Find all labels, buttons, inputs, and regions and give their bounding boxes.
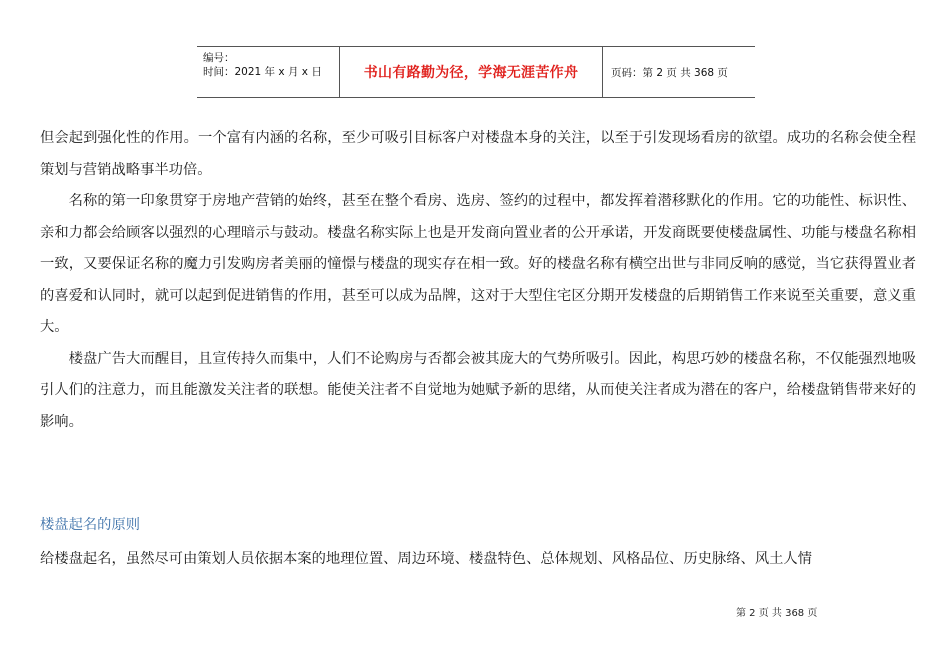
header-motto: 书山有路勤为径，学海无涯苦作舟 <box>340 47 603 97</box>
header-meta-cell <box>197 47 340 97</box>
document-body <box>40 123 916 438</box>
paragraph-3: 楼盘广告大而醒目，且宣传持久而集中，人们不论购房与否都会被其庞大的气势所吸引。因此，构思巧妙的楼盘名称，不仅能强烈地吸引人们的注意力，而且能激发关注者的联想。能使关注者不自觉地为她赋予新的思绪，从而使关注者成为潜在的客户，给楼盘销售带来好的影响。 <box>40 350 916 430</box>
number-label: 编号： <box>203 52 235 64</box>
document-header <box>197 46 755 98</box>
section-heading: 楼盘起名的原则 <box>40 517 141 533</box>
paragraph-4: 给楼盘起名，虽然尽可由策划人员依据本案的地理位置、周边环境、楼盘特色、总体规划、风格品位、历史脉络、风土人情 <box>40 551 813 567</box>
paragraph-2: 名称的第一印象贯穿于房地产营销的始终，甚至在整个看房、选房、签约的过程中，都发挥着潜移默化的作用。它的功能性、标识性、亲和力都会给顾客以强烈的心理暗示与鼓动。楼盘名称实际上也是开发商向置业者的公开承诺，开发商既要使楼盘属性、功能与楼盘名称相一致，又要保证名称的魔力引发购房者美丽的憧憬与楼盘的现实存在相一致。好的楼盘名称有横空出世与非同反响的感觉，当它获得置业者的喜爱和认同时，就可以起到促进销售的作用，甚至可以成为品牌，这对于大型住宅区分期开发楼盘的后期销售工作来说至关重要，意义重大。 <box>40 193 916 335</box>
header-page-label: 页码：第 2 页 共 368 页 <box>611 66 728 79</box>
page-footer: 第 2 页 共 368 页 <box>736 608 818 619</box>
paragraph-1: 但会起到强化性的作用。一个富有内涵的名称，至少可吸引目标客户对楼盘本身的关注，以至于引发现场看房的欲望。成功的名称会使全程策划与营销战略事半功倍。 <box>40 130 916 178</box>
time-label: 时间：2021 年 x 月 x 日 <box>203 66 322 78</box>
